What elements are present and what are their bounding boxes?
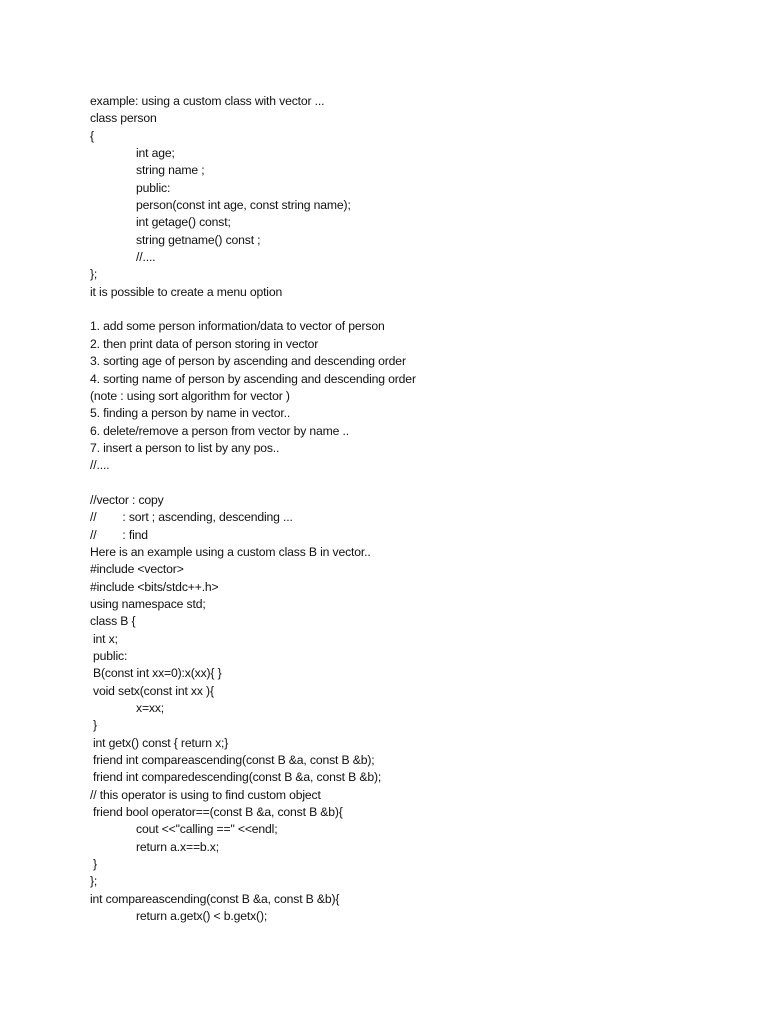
text-line: 4. sorting name of person by ascending and descending order (90, 371, 416, 386)
blank-line (90, 475, 730, 492)
text-line: public: (136, 180, 171, 195)
text-line: Here is an example using a custom class B in vector.. (90, 544, 371, 559)
text-line: }; (90, 267, 98, 282)
text-line: int age; (136, 146, 175, 161)
document-body (90, 93, 730, 926)
text-line: public: (93, 649, 128, 663)
text-line: void setx(const int xx ){ (93, 683, 214, 698)
text-line: int compareascending(const B &a, const B &b){ (90, 891, 340, 906)
text-line: using namespace std; (90, 596, 206, 611)
text-line: //.... (136, 250, 156, 265)
text-line: int getx() const { return x;} (93, 735, 229, 750)
text-line: 2. then print data of person storing in vector (90, 336, 319, 351)
text-line: //vector : copy (90, 492, 164, 507)
text-line: int getage() const; (136, 215, 231, 230)
text-line: return a.x==b.x; (136, 839, 219, 854)
text-line: friend bool operator==(const B &a, const B &b){ (93, 805, 343, 820)
text-line: cout <<"calling ==" <<endl; (136, 822, 278, 837)
text-line: return a.getx() < b.getx(); (136, 909, 268, 924)
text-line: // : sort ; ascending, descending ... (90, 510, 293, 525)
text-line: B(const int xx=0):x(xx){ } (93, 666, 222, 681)
text-line: example: using a custom class with vector ... (90, 94, 325, 108)
text-line: { (90, 128, 94, 143)
text-line: friend int compareascending(const B &a, const B &b); (93, 753, 375, 768)
text-line: (note : using sort algorithm for vector ) (90, 388, 290, 403)
text-line: #include <bits/stdc++.h> (90, 579, 219, 594)
text-line: }; (90, 874, 98, 889)
text-line: #include <vector> (90, 562, 184, 577)
text-line: 6. delete/remove a person from vector by name .. (90, 423, 350, 438)
text-line: //.... (90, 458, 110, 473)
text-line: x=xx; (136, 701, 165, 716)
text-line: class B { (90, 614, 136, 629)
text-line: class person (90, 111, 157, 126)
text-line: 3. sorting age of person by ascending and descending order (90, 354, 406, 369)
text-line: int x; (93, 631, 118, 646)
text-line: } (93, 718, 97, 733)
text-line: friend int comparedescending(const B &a, const B &b); (93, 770, 382, 785)
text-line: 7. insert a person to list by any pos.. (90, 440, 280, 455)
text-line: it is possible to create a menu option (90, 284, 283, 299)
text-line: string name ; (136, 163, 205, 178)
text-line: // : find (90, 527, 148, 542)
text-line: string getname() const ; (136, 232, 261, 247)
text-line: person(const int age, const string name); (136, 198, 351, 213)
blank-line (90, 301, 730, 318)
text-line: } (93, 857, 97, 872)
text-line: 1. add some person information/data to vector of person (90, 319, 385, 334)
text-line: // this operator is using to find custom object (90, 787, 321, 802)
text-line: 5. finding a person by name in vector.. (90, 406, 291, 421)
